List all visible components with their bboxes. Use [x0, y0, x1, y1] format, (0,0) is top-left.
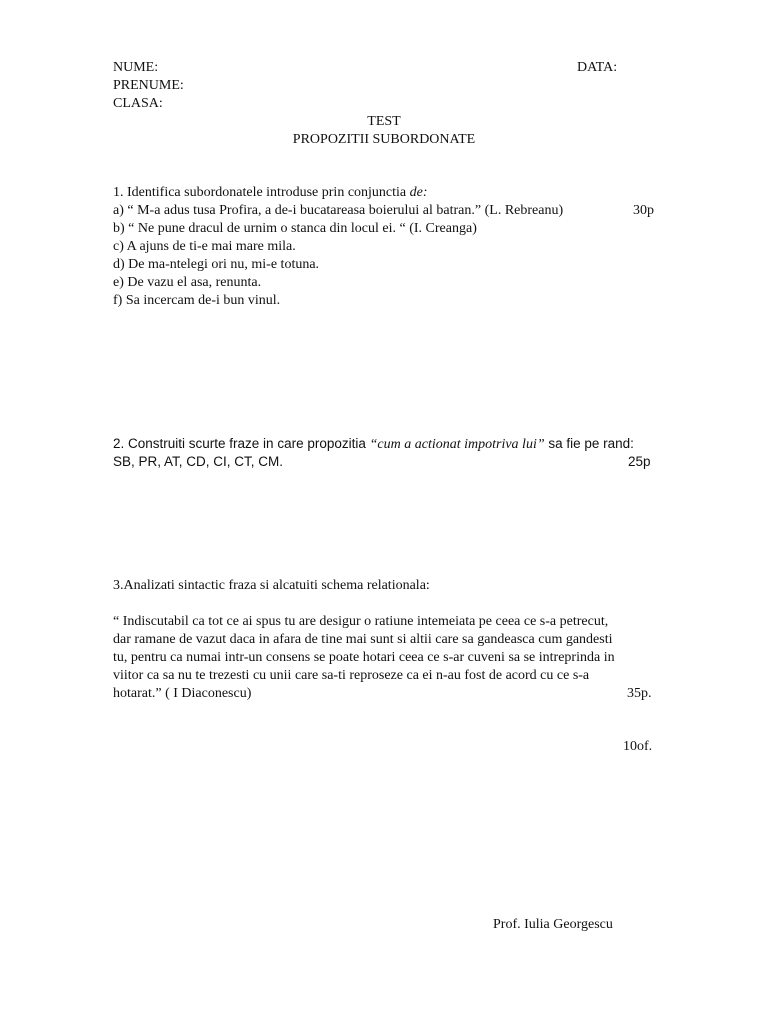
doc-subtitle: PROPOZITII SUBORDONATE [292, 132, 476, 147]
label-clasa: CLASA: [113, 96, 163, 111]
q3-quote-line-1: “ Indiscutabil ca tot ce ai spus tu are desigur o ratiune intemeiata pe ceea ce s-a petrecut, [113, 614, 609, 629]
q1-item-b: b) “ Ne pune dracul de urnim o stanca din locul ei. “ (I. Creanga) [113, 221, 477, 236]
doc-title: TEST [367, 114, 401, 129]
q3-quote-line-4: viitor ca sa nu te trezesti cu unii care sa-ti reproseze ca ei n-au fost de acord cu ce s-a [113, 668, 590, 683]
q1-points: 30p [633, 203, 654, 218]
q3-quote-line-2: dar ramane de vazut daca in afara de tine mai sunt si altii care sa gandeasca cum gandesti [113, 632, 613, 647]
q1-prompt-text: 1. Identifica subordonatele introduse prin conjunctia [113, 185, 410, 200]
q1-prompt [113, 184, 428, 202]
q1-prompt-italic: de: [409, 185, 428, 200]
label-nume: NUME: [113, 60, 159, 75]
q2-prompt-end: sa fie pe rand: [544, 436, 634, 451]
q3-quote-line-5: hotarat.” ( I Diaconescu) [113, 686, 252, 701]
q2-prompt-italic: “cum a actionat impotriva lui” [369, 437, 545, 452]
q3-quote-line-3: tu, pentru ca numai intr-un consens se poate hotari ceea ce s-ar cuveni sa se intreprinda in [113, 650, 615, 665]
q2-points: 25p [628, 454, 651, 469]
q1-item-a: a) “ M-a adus tusa Profira, a de-i bucatareasa boierului al batran.” (L. Rebreanu) [113, 203, 564, 218]
q3-prompt: 3.Analizati sintactic fraza si alcatuiti schema relationala: [113, 578, 430, 593]
q1-item-e: e) De vazu el asa, renunta. [113, 275, 262, 290]
author-signature: Prof. Iulia Georgescu [493, 917, 613, 932]
label-data: DATA: [577, 60, 618, 75]
label-prenume: PRENUME: [113, 78, 184, 93]
q2-prompt-start: 2. Construiti scurte fraze in care propozitia [113, 436, 370, 451]
oficiu-points: 10of. [623, 739, 653, 754]
q1-item-d: d) De ma-ntelegi ori nu, mi-e totuna. [113, 257, 320, 272]
q1-item-c: c) A ajuns de ti-e mai mare mila. [113, 239, 296, 254]
q3-points: 35p. [627, 686, 652, 701]
q1-item-f: f) Sa incercam de-i bun vinul. [113, 293, 281, 308]
q2-prompt [113, 435, 634, 454]
q2-line2: SB, PR, AT, CD, CI, CT, CM. [113, 454, 284, 469]
